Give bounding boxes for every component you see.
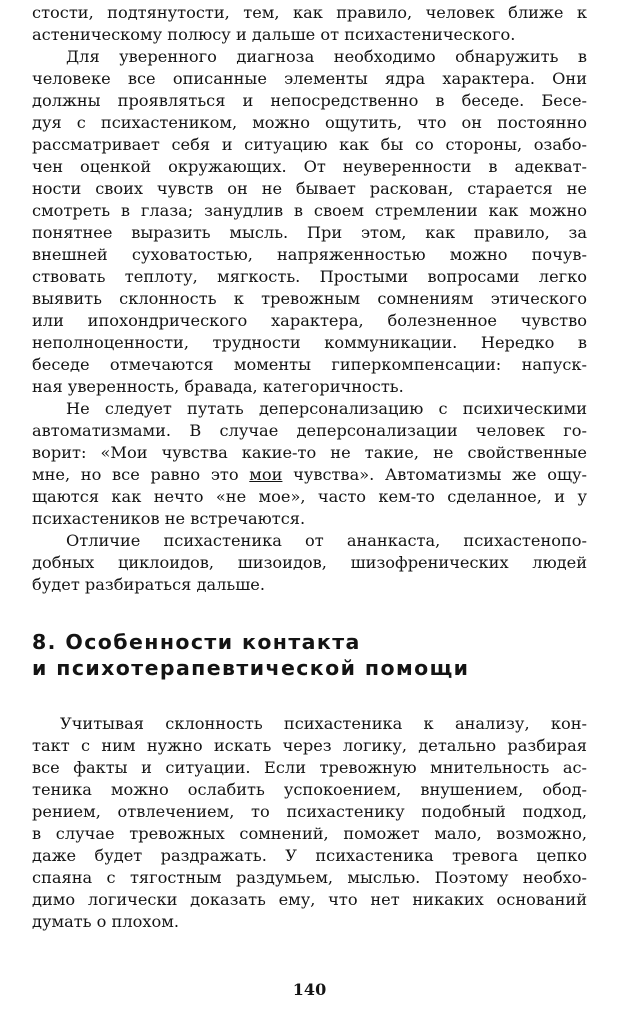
- text-line: психастеников не встречаются.: [32, 509, 306, 528]
- text-line: все факты и ситуации. Если тревожную мнительность ас-: [32, 758, 587, 777]
- text-line: в случае тревожных сомнений, поможет мало, возможно,: [32, 824, 587, 843]
- text-line: астеническому полюсу и дальше от психастенического.: [32, 25, 516, 44]
- text-line: думать о плохом.: [32, 912, 179, 931]
- text-line: беседе отмечаются моменты гиперкомпенсации: напуск-: [32, 355, 587, 374]
- text-line: человеке все описанные элементы ядра характера. Они: [32, 69, 587, 88]
- emphasized-word: мои: [249, 465, 283, 484]
- text-line: теника можно ослабить успокоением, внушением, обод-: [32, 780, 587, 799]
- text-line: ствовать теплоту, мягкость. Простыми вопросами легко: [32, 267, 587, 286]
- text-line: рением, отвлечением, то психастенику подобный подход,: [32, 802, 587, 821]
- text-line: даже будет раздражать. У психастеника тревога цепко: [32, 846, 587, 865]
- text-line: или ипохондрического характера, болезненное чувство: [32, 311, 587, 330]
- text-line: Не следует путать деперсонализацию с психическими: [66, 399, 587, 418]
- section-heading: и психотерапевтической помощи: [32, 656, 470, 680]
- text-line: внешней суховатостью, напряженностью можно почув-: [32, 245, 587, 264]
- text-line: Для уверенного диагноза необходимо обнаружить в: [66, 47, 587, 66]
- text-line: смотреть в глаза; занудлив в своем стремлении как можно: [32, 201, 587, 220]
- text-line: Учитывая склонность психастеника к анализу, кон-: [60, 714, 587, 733]
- text-line: стости, подтянутости, тем, как правило, человек ближе к: [32, 3, 587, 22]
- text-line: спаяна с тягостным раздумьем, мыслью. Поэтому необхо-: [32, 868, 587, 887]
- text-line: автоматизмами. В случае деперсонализации человек го-: [32, 421, 587, 440]
- text-line: щаются как нечто «не мое», часто кем-то сделанное, и у: [32, 487, 587, 506]
- text-line: чен оценкой окружающих. От неуверенности в адекват-: [32, 157, 587, 176]
- text-line: дуя с психастеником, можно ощутить, что он постоянно: [32, 113, 587, 132]
- text-line: Отличие психастеника от ананкаста, психастенопо-: [66, 531, 587, 550]
- text-line: будет разбираться дальше.: [32, 575, 265, 594]
- text-line: димо логически доказать ему, что нет никаких оснований: [32, 890, 587, 909]
- section-heading: 8. Особенности контакта: [32, 630, 361, 654]
- text-segment: чувства». Автоматизмы же ощу-: [282, 465, 587, 484]
- book-page: [32, 0, 587, 1010]
- text-line: выявить склонность к тревожным сомнениям этического: [32, 289, 587, 308]
- page-number: 140: [292, 980, 327, 999]
- text-line: ности своих чувств он не бывает раскован, старается не: [32, 179, 587, 198]
- text-segment: мне, но все равно это: [32, 465, 250, 484]
- text-line: ворит: «Мои чувства какие-то не такие, не свойственные: [32, 443, 587, 462]
- text-line: рассматривает себя и ситуацию как бы со стороны, озабо-: [32, 135, 587, 154]
- text-line: ная уверенность, бравада, категоричность.: [32, 377, 404, 396]
- text-line: такт с ним нужно искать через логику, детально разбирая: [32, 736, 587, 755]
- text-line: [32, 464, 587, 486]
- text-line: добных циклоидов, шизоидов, шизофренических людей: [32, 553, 587, 572]
- text-line: должны проявляться и непосредственно в беседе. Бесе-: [32, 91, 587, 110]
- text-line: понятнее выразить мысль. При этом, как правило, за: [32, 223, 587, 242]
- text-line: неполноценности, трудности коммуникации. Нередко в: [32, 333, 587, 352]
